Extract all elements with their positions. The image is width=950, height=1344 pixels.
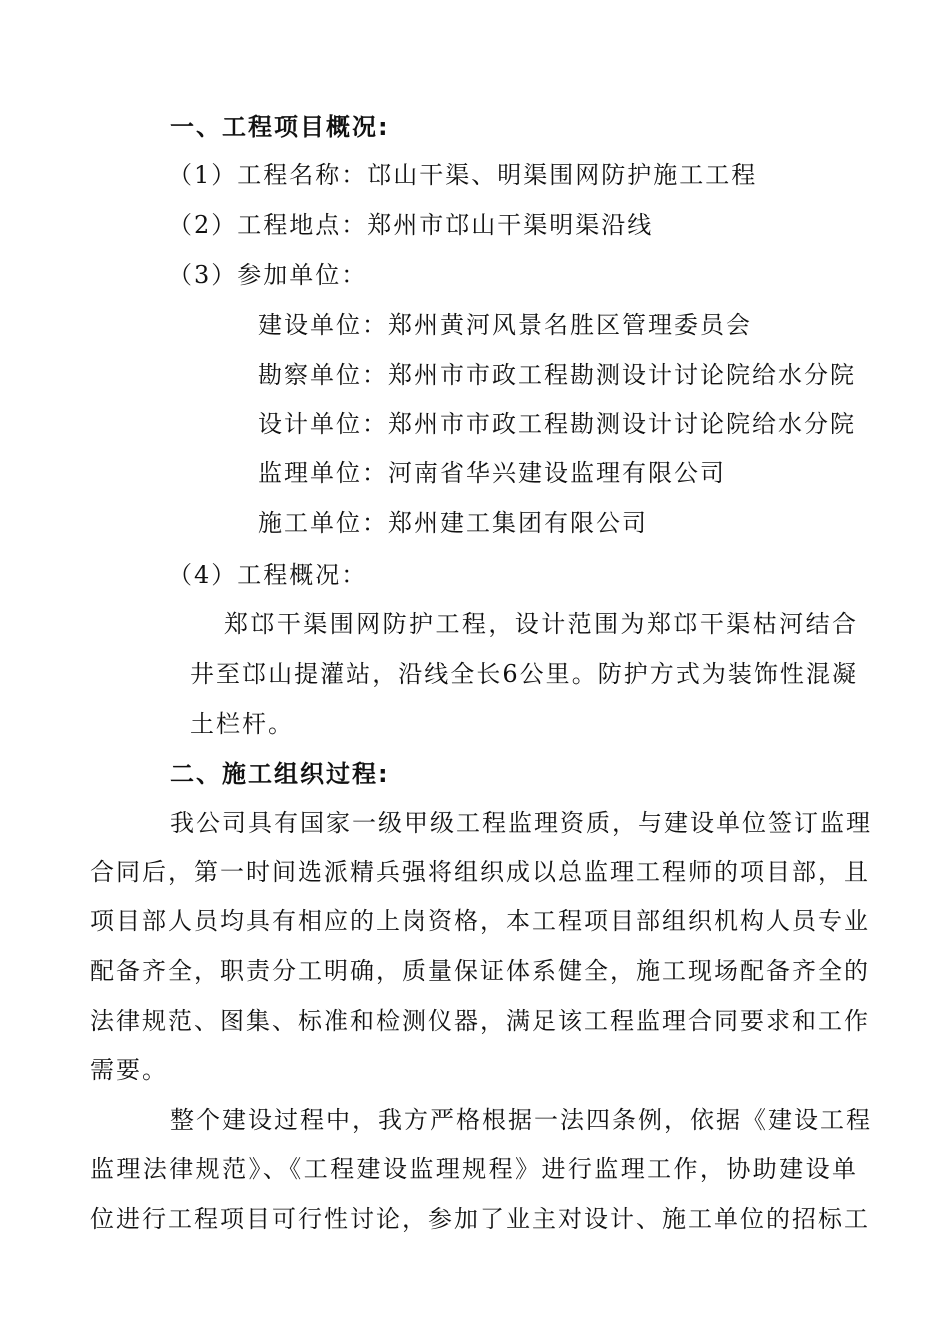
section-heading-1: 一、工程项目概况: xyxy=(170,113,390,141)
participants-item: （3）参加单位： xyxy=(168,261,368,289)
paragraph-1-line-4: 配备齐全，职责分工明确，质量保证体系健全，施工现场配备齐全的 xyxy=(90,957,870,985)
unit-survey: 勘察单位：郑州市市政工程勘测设计讨论院给水分院 xyxy=(258,361,856,389)
unit-supervision: 监理单位：河南省华兴建设监理有限公司 xyxy=(258,459,726,487)
project-name-item: （1）工程名称：邙山干渠、明渠围网防护施工工程 xyxy=(168,161,758,189)
section-heading-2: 二、施工组织过程: xyxy=(170,760,390,788)
unit-contractor: 施工单位：郑州建工集团有限公司 xyxy=(258,509,648,537)
overview-item: （4）工程概况： xyxy=(168,561,368,589)
project-location-item: （2）工程地点：郑州市邙山干渠明渠沿线 xyxy=(168,211,654,239)
overview-line-2: 井至邙山提灌站，沿线全长6公里。防护方式为装饰性混凝 xyxy=(190,660,858,688)
paragraph-1-line-1: 我公司具有国家一级甲级工程监理资质，与建设单位签订监理 xyxy=(170,809,872,837)
unit-design: 设计单位：郑州市市政工程勘测设计讨论院给水分院 xyxy=(258,410,856,438)
unit-construction-owner: 建设单位：郑州黄河风景名胜区管理委员会 xyxy=(258,311,752,339)
paragraph-1-line-6: 需要。 xyxy=(90,1056,168,1084)
paragraph-2-line-2: 监理法律规范》、《工程建设监理规程》进行监理工作，协助建设单 xyxy=(90,1155,858,1183)
paragraph-2-line-3: 位进行工程项目可行性讨论，参加了业主对设计、施工单位的招标工 xyxy=(90,1205,870,1233)
paragraph-1-line-2: 合同后，第一时间选派精兵强将组织成以总监理工程师的项目部，且 xyxy=(90,858,870,886)
paragraph-2-line-1: 整个建设过程中，我方严格根据一法四条例，依据《建设工程 xyxy=(170,1106,872,1134)
paragraph-1-line-5: 法律规范、图集、标准和检测仪器，满足该工程监理合同要求和工作 xyxy=(90,1007,870,1035)
paragraph-1-line-3: 项目部人员均具有相应的上岗资格，本工程项目部组织机构人员专业 xyxy=(90,907,870,935)
overview-line-3: 土栏杆。 xyxy=(190,710,294,738)
overview-line-1: 郑邙干渠围网防护工程，设计范围为郑邙干渠枯河结合 xyxy=(224,610,858,638)
